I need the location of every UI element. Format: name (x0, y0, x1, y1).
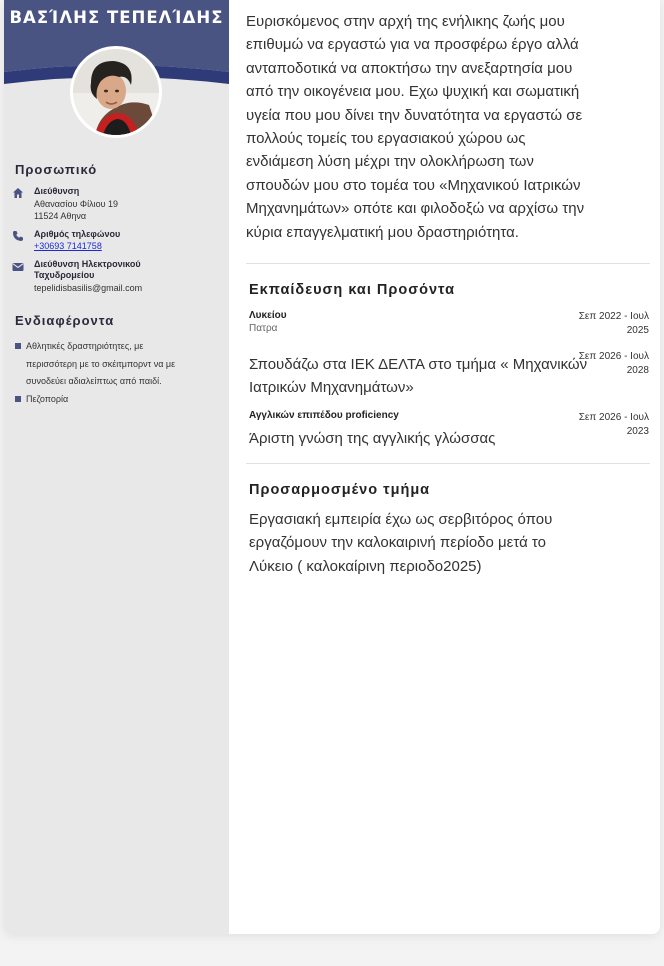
section-divider (246, 263, 650, 264)
profile-name: ΒΑΣΊΛΗΣ ΤΕΠΕΛΊΔΗΣ (9, 8, 224, 27)
education-description (249, 427, 495, 450)
resume-page (4, 0, 660, 934)
interest-item (15, 391, 220, 409)
section-divider (246, 463, 650, 464)
address-label: Διεύθυνση (34, 186, 80, 196)
sidebar (4, 0, 229, 934)
phone-label: Αριθμός τηλεφώνου (34, 229, 121, 239)
profile-photo-image (73, 49, 159, 135)
intro-line: κύρια επαγγελματική μου δραστηριότητα. (246, 223, 519, 241)
interest-line: Αθλητικές δραστηριότητες, με (26, 341, 144, 351)
intro-paragraph (246, 10, 648, 244)
interest-line: Πεζοπορία (26, 393, 69, 404)
education-date (539, 310, 649, 338)
intro-line: από την οικογένεια μου. Εχω ψυχική και σωματική (246, 83, 580, 101)
interests-section-title: Ενδιαφέροντα (15, 313, 115, 328)
phone-icon (12, 230, 24, 242)
email-label-line-1: Διεύθυνση Ηλεκτρονικού (34, 259, 141, 269)
interest-line: συνοδεύει αδιαλείπτως από παιδί. (26, 376, 162, 386)
home-icon (12, 187, 24, 199)
email-value: tepelidisbasilis@gmail.com (34, 283, 143, 293)
education-date-line: 2028 (626, 365, 649, 376)
education-description-line: Ιατρικών Μηχανημάτων» (249, 379, 414, 397)
education-location: Πατρα (249, 323, 278, 334)
intro-line: υγεία που μου δίνει την δυνατότητα να εργαστώ σε (246, 106, 583, 124)
education-description-line: Σπουδάζω στα ΙΕΚ ΔΕΛΤΑ στο τμήμα « Μηχανικών (249, 356, 588, 373)
intro-line: Μηχανημάτων» οπότε και φιλοδοξώ να αρχίσω την (246, 200, 585, 218)
address-line-1: Αθανασίου Φίλιου 19 (34, 199, 119, 209)
education-section-title: Εκπαίδευση και Προσόντα (249, 282, 456, 298)
education-date-line: 2023 (626, 426, 649, 437)
custom-line: Εργασιακή εμπειρία έχω ως σερβιτόρος όπου (249, 511, 553, 528)
education-date-line: Σεπ 2026 - Ιουλ (578, 351, 649, 362)
personal-section-title: Προσωπικό (15, 162, 98, 177)
custom-line: εργαζόμουν την καλοκαιρινή περίοδο μετά το (249, 534, 546, 552)
phone-link[interactable]: +30693 7141758 (34, 241, 102, 251)
address-line-2: 11524 Αθηνα (34, 211, 87, 221)
mail-icon (12, 261, 24, 273)
intro-line: ενδιάμεση λύση μέχρι την ολοκλήρωση των (246, 153, 534, 171)
profile-photo (70, 46, 162, 138)
intro-line: ανταποδοτικά να αποκτήσω την ανεξαρτησία μου (246, 59, 573, 77)
education-description (249, 353, 587, 400)
education-institution: Λυκείου (249, 310, 287, 321)
education-institution: Αγγλικών επιπέδου proficiency (249, 410, 399, 421)
education-date-line: 2025 (626, 325, 649, 336)
interest-line: περισσότερη με το σκέιτμπορντ να με (26, 358, 176, 369)
intro-line: επιθυμώ να εργαστώ για να προσφέρω έργο αλλά (246, 36, 579, 54)
custom-section-text (249, 508, 629, 578)
interests-list (15, 338, 220, 408)
email-label-line-2: Ταχυδρομείου (34, 270, 95, 280)
education-date-line: Σεπ 2022 - Ιουλ (578, 311, 649, 322)
intro-line: Ευρισκόμενος στην αρχή της ενήλικης ζωής μου (246, 13, 565, 30)
education-description-line: Άριστη γνώση της αγγλικής γλώσσας (249, 430, 496, 447)
intro-line: σπουδών μου στο τομέα του «Μηχανικού Ιατρικών (246, 176, 581, 194)
custom-section-title: Προσαρμοσμένο τμήμα (249, 482, 431, 498)
education-date-line: Σεπ 2026 - Ιουλ (578, 412, 649, 423)
custom-line: Λύκειο ( καλοκαίρινη περιοδο2025) (249, 557, 482, 575)
education-date (539, 411, 649, 439)
intro-line: πολλούς τομείς του εργασιακού χώρου ως (246, 130, 526, 148)
interest-item (15, 338, 220, 391)
